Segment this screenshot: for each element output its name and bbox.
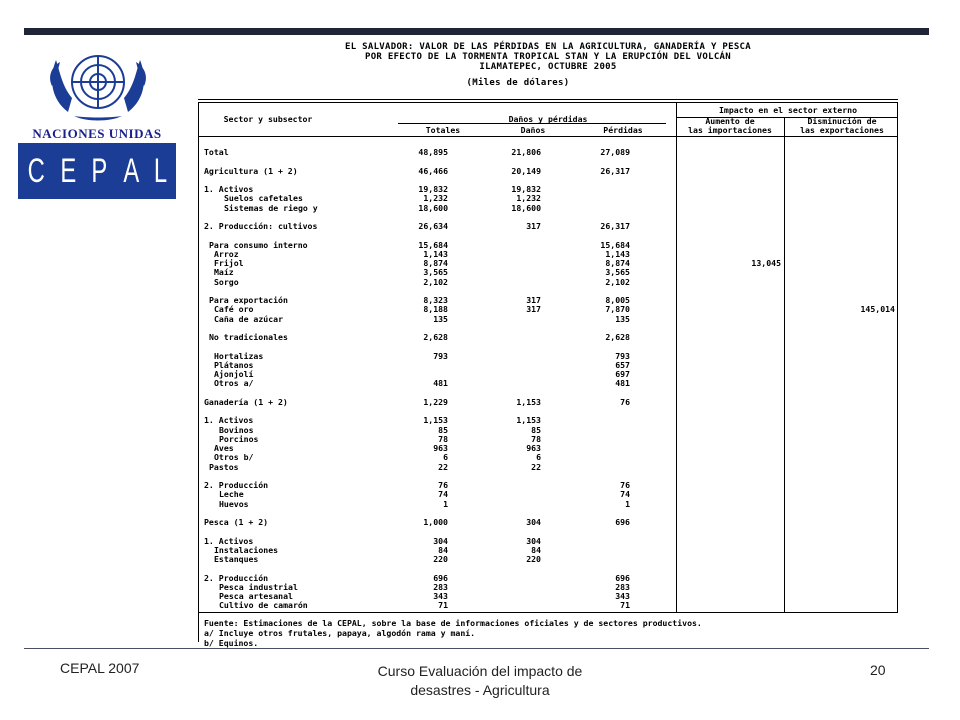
cell-exports: 145,014 [860,304,895,315]
cell-danos: 963 [526,443,541,453]
cell-totales: 1,000 [423,517,448,527]
cell-totales: 84 [438,544,448,555]
row-label: Pesca artesanal [219,591,293,601]
cell-perdidas: 697 [615,369,630,379]
cell-totales: 22 [438,461,448,472]
row-label: Cultivo de camarón [219,600,308,611]
cepal-letter: A [123,151,139,190]
row-label: 2. Producción: cultivos [204,221,318,231]
row-label: Bovinos [219,424,254,435]
cell-danos: 6 [536,452,541,463]
row-label: Café oro [214,304,254,315]
rule [198,136,898,137]
cell-totales: 2,102 [423,276,448,287]
row-label: Sorgo [214,276,239,287]
table-title-line: EL SALVADOR: VALOR DE LAS PÉRDIDAS EN LA AGRICULTURA, GANADERÍA Y PESCA [344,42,751,52]
cell-totales: 85 [438,424,448,435]
cell-perdidas: 8,005 [605,295,630,305]
cell-perdidas: 135 [615,313,630,324]
footer-course-line: desastres - Agricultura [410,682,550,698]
cell-perdidas: 26,317 [600,221,630,231]
scanned-table [198,36,898,648]
row-label: Ganadería (1 + 2) [204,396,288,407]
page-number: 20 [870,662,886,678]
cell-totales: 71 [438,600,448,611]
cell-perdidas: 283 [615,581,630,592]
header-external-group: Impacto en el sector externo [718,105,858,115]
cell-perdidas: 26,317 [600,165,630,176]
cell-totales: 18,600 [418,202,448,213]
header-imports-2: las importaciones [688,125,772,135]
cell-totales: 19,832 [418,184,448,194]
footnote-a: a/ Incluye otros frutales, papaya, algodón rama y maní. [204,628,476,638]
cell-perdidas: 1,143 [605,248,630,259]
table-title-line: ILAMATEPEC, OCTUBRE 2005 [479,62,617,72]
cell-perdidas: 696 [615,517,630,527]
cell-totales: 304 [433,535,448,546]
top-rule [24,28,929,35]
cell-danos: 84 [531,544,541,555]
cell-totales: 793 [433,350,448,361]
header-danos: Daños [520,125,546,135]
cell-perdidas: 76 [620,480,630,490]
cell-totales: 135 [433,313,448,324]
rule [784,117,785,612]
cell-danos: 304 [526,535,541,546]
cell-totales: 220 [433,554,448,564]
cell-perdidas: 343 [615,591,630,601]
cell-totales: 76 [438,480,448,490]
cell-danos: 85 [531,424,541,435]
row-label: Ajonjolí [214,369,254,379]
header-damage-group: Daños y pérdidas [508,114,588,124]
cell-totales: 8,874 [423,258,448,268]
cell-perdidas: 2,628 [605,332,630,342]
cell-danos: 78 [531,433,541,444]
cell-perdidas: 696 [615,572,630,583]
row-label: 1. Activos [204,184,254,194]
cell-perdidas: 27,089 [600,147,630,157]
cell-danos: 1,153 [516,415,541,426]
row-label: 2. Producción [204,572,269,583]
header-totales: Totales [425,125,461,135]
cell-perdidas: 15,684 [600,239,630,250]
row-label: Porcinos [219,433,259,444]
cell-perdidas: 657 [615,359,630,370]
rule [198,99,898,100]
row-label: Suelos cafetales [224,193,303,204]
cepal-letter: P [91,151,108,190]
row-label: Aves [214,443,234,453]
footer-course [330,662,630,700]
row-label: Huevos [219,498,249,509]
cell-perdidas: 793 [615,350,630,361]
cepal-logo [18,42,176,200]
cell-perdidas: 481 [615,378,630,389]
cell-imports: 13,045 [751,258,781,268]
row-label: Agricultura (1 + 2) [204,165,298,176]
cell-totales: 8,323 [423,295,448,305]
cell-totales: 696 [433,572,448,583]
cell-danos: 317 [526,295,541,305]
cell-danos: 18,600 [511,202,541,213]
row-label: Para exportación [209,295,288,305]
cell-totales: 46,466 [418,165,448,176]
cell-danos: 317 [526,221,541,231]
cell-danos: 21,806 [511,147,541,157]
footer-org: CEPAL 2007 [60,660,140,676]
cell-totales: 26,634 [418,221,448,231]
header-exports-1: Disminución de [807,116,877,126]
rule [198,102,898,103]
cell-totales: 1,229 [423,396,448,407]
row-label: Instalaciones [214,544,279,555]
cell-danos: 19,832 [511,184,541,194]
table-title-line: POR EFECTO DE LA TORMENTA TROPICAL STAN Y LA ERUPCIÓN DEL VOLCÁN [365,52,731,62]
cell-danos: 220 [526,554,541,564]
row-label: Otros b/ [214,452,254,463]
cell-danos: 22 [531,461,541,472]
cell-perdidas: 3,565 [605,267,630,278]
row-label: 1. Activos [204,415,254,426]
cell-totales: 1,232 [423,193,448,204]
cell-totales: 2,628 [423,332,448,342]
footer-course-line: Curso Evaluación del impacto de [377,663,583,679]
cell-totales: 15,684 [418,239,448,250]
rule [676,102,677,612]
un-emblem-icon [38,42,158,126]
cell-totales: 1 [443,498,448,509]
cell-totales: 1,143 [423,248,448,259]
cell-totales: 481 [433,378,448,389]
row-label: Otros a/ [214,378,254,389]
cell-perdidas: 1 [625,498,630,509]
row-label: Plátanos [214,359,254,370]
cepal-letter: C [27,151,46,190]
cell-totales: 48,895 [418,147,448,157]
cell-danos: 20,149 [511,165,541,176]
cell-totales: 343 [433,591,448,601]
header-exports-2: las exportaciones [800,125,884,135]
footnote-b: b/ Equinos. [204,638,259,648]
header-sector: Sector y subsector [223,114,313,124]
row-label: 2. Producción [204,480,269,490]
org-name: NACIONES UNIDAS [32,126,162,141]
cell-perdidas: 7,870 [605,304,630,315]
cell-totales: 1,153 [423,415,448,426]
cell-totales: 963 [433,443,448,453]
row-label: Frijol [214,258,244,268]
header-imports-1: Aumento de [705,116,755,126]
cepal-letter: E [60,151,77,190]
row-label: Leche [219,489,244,500]
footer-rule [24,648,929,649]
row-label: 1. Activos [204,535,254,546]
row-label: Total [204,147,229,157]
cell-totales: 6 [443,452,448,463]
rule [198,612,898,613]
row-label: Hortalizas [214,350,264,361]
row-label: No tradicionales [209,332,288,342]
cell-perdidas: 71 [620,600,630,611]
source-note: Fuente: Estimaciones de la CEPAL, sobre la base de informaciones oficiales y de sectores productivos. [204,618,702,628]
row-label: Estanques [214,554,259,564]
cell-danos: 317 [526,304,541,315]
header-perdidas: Pérdidas [603,125,643,135]
rule [198,102,199,642]
cell-perdidas: 76 [620,396,630,407]
table-unit: (Miles de dólares) [466,78,570,88]
cell-perdidas: 2,102 [605,276,630,287]
cepal-wordmark [18,143,176,199]
rule [897,102,898,612]
cell-totales: 283 [433,581,448,592]
cell-totales: 78 [438,433,448,444]
cell-perdidas: 74 [620,489,630,500]
row-label: Para consumo interno [209,239,308,250]
cell-danos: 1,153 [516,396,541,407]
cell-totales: 8,188 [423,304,448,315]
cell-danos: 1,232 [516,193,541,204]
cell-totales: 74 [438,489,448,500]
row-label: Arroz [214,248,239,259]
cell-perdidas: 8,874 [605,258,630,268]
row-label: Pesca (1 + 2) [204,517,269,527]
row-label: Pesca industrial [219,581,298,592]
row-label: Caña de azúcar [214,313,284,324]
row-label: Pastos [209,461,239,472]
row-label: Sistemas de riego y [224,202,318,213]
cell-danos: 304 [526,517,541,527]
row-label: Maíz [214,267,234,278]
cell-totales: 3,565 [423,267,448,278]
cepal-letter: L [153,151,167,190]
